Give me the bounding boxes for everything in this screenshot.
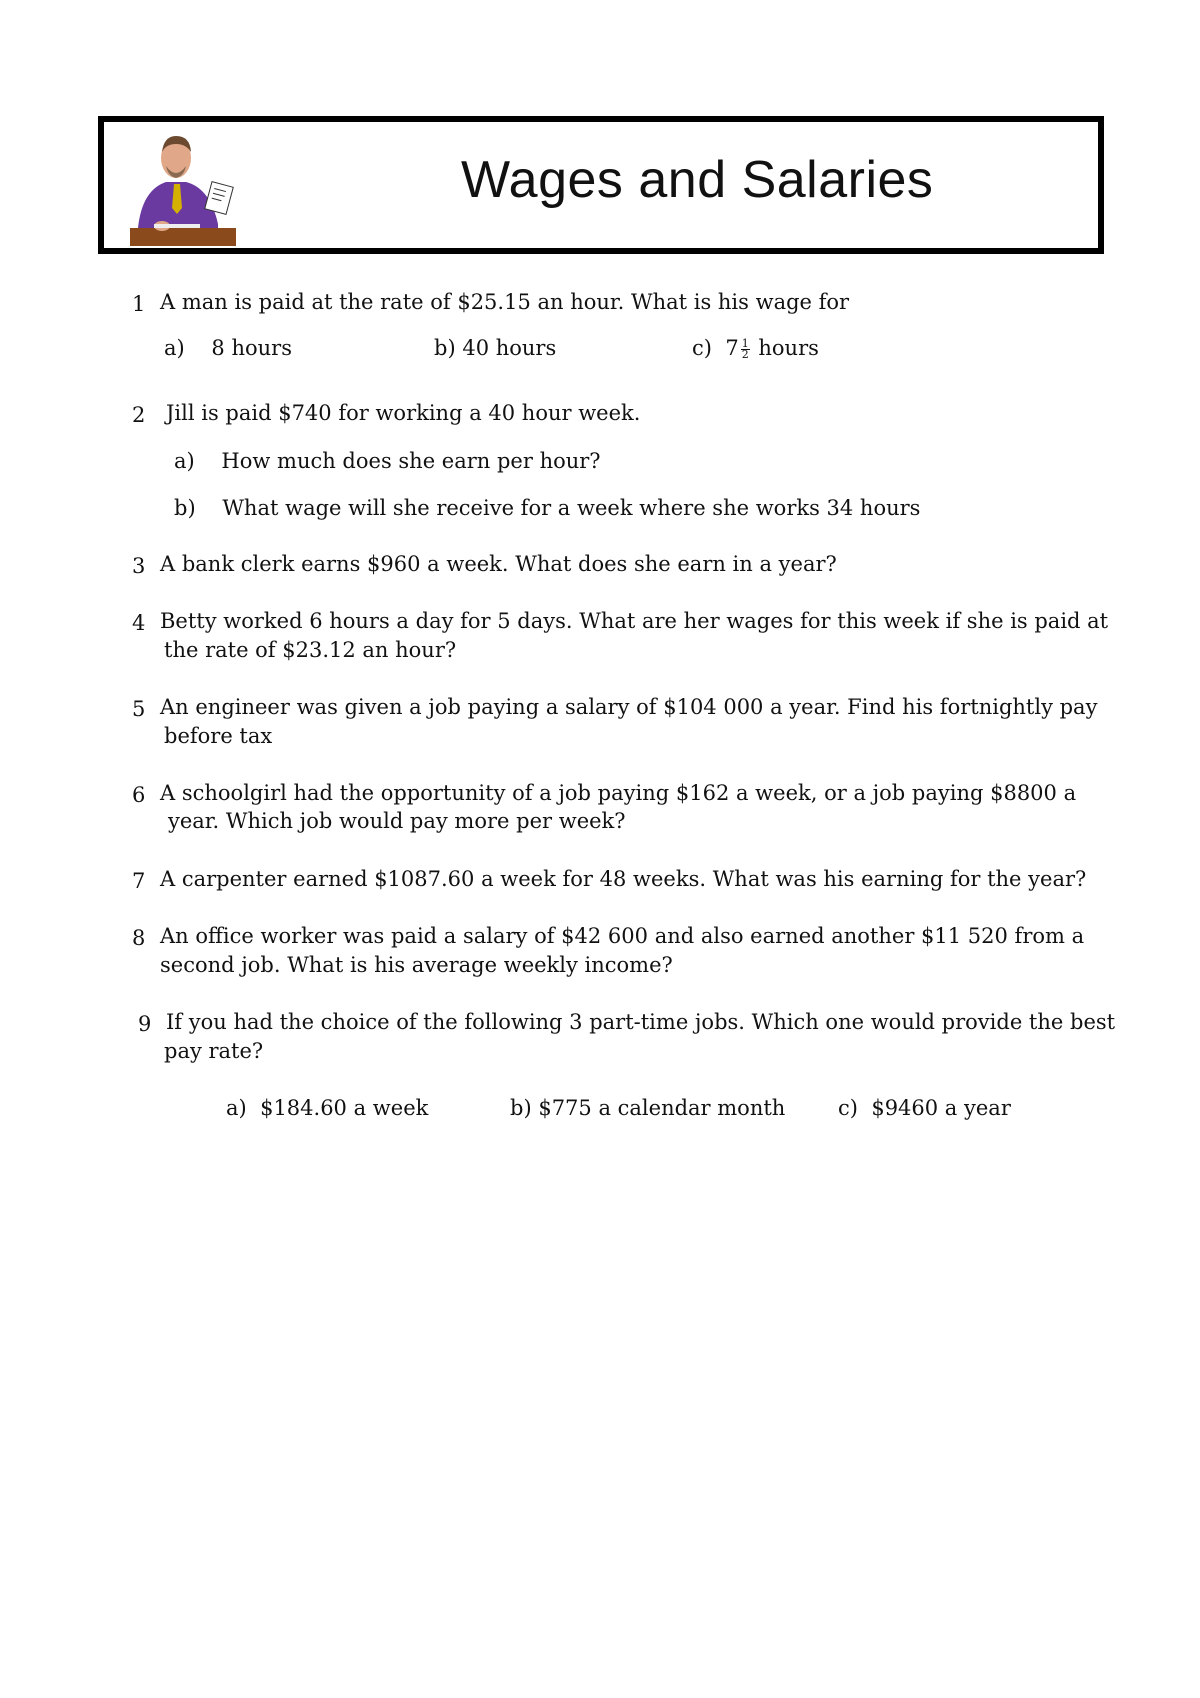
- q9-part-a: [226, 1096, 428, 1120]
- q1-part-a: [164, 336, 292, 360]
- question-number: 4: [132, 611, 146, 635]
- part-label: a): [174, 449, 195, 473]
- q9-part-c: [838, 1096, 1011, 1120]
- question-number: 1: [132, 292, 146, 316]
- office-worker-clipart-icon: [128, 128, 238, 248]
- part-label: a): [226, 1096, 247, 1120]
- part-text: hours: [758, 336, 819, 360]
- question-5-line1: An engineer was given a job paying a salary of $104 000 a year. Find his fortnightly pay: [160, 695, 1098, 719]
- part-text: $184.60 a week: [260, 1096, 429, 1120]
- fraction: [741, 339, 750, 360]
- question-6-line1: A schoolgirl had the opportunity of a job paying $162 a week, or a job paying $8800 a: [160, 781, 1077, 805]
- question-4-line1: Betty worked 6 hours a day for 5 days. What are her wages for this week if she is paid at: [160, 609, 1109, 633]
- part-text: What wage will she receive for a week where she works 34 hours: [222, 496, 921, 520]
- part-label: c): [692, 336, 712, 360]
- question-number: 9: [138, 1012, 152, 1036]
- part-text: 8 hours: [211, 336, 292, 360]
- part-text: $9460 a year: [871, 1096, 1011, 1120]
- fraction-denominator: 2: [741, 348, 749, 361]
- question-1-text: A man is paid at the rate of $25.15 an hour. What is his wage for: [160, 290, 850, 314]
- question-number: 3: [132, 554, 146, 578]
- part-text: 40 hours: [462, 336, 557, 360]
- title-box: [98, 116, 1104, 254]
- part-text: How much does she earn per hour?: [221, 449, 601, 473]
- question-3-text: A bank clerk earns $960 a week. What does she earn in a year?: [160, 552, 837, 576]
- part-label: a): [164, 336, 185, 360]
- q9-part-b: [510, 1096, 785, 1120]
- q2-part-b: [174, 496, 920, 520]
- q1-part-c: [692, 336, 819, 360]
- q1-part-b: [434, 336, 556, 360]
- part-label: b): [434, 336, 456, 360]
- part-label: c): [838, 1096, 858, 1120]
- fraction-numerator: 1: [741, 337, 749, 350]
- part-label: b): [174, 496, 196, 520]
- question-8-line2: second job. What is his average weekly income?: [160, 953, 673, 977]
- question-number: 6: [132, 783, 146, 807]
- question-number: 8: [132, 926, 146, 950]
- question-9-line2: pay rate?: [164, 1039, 264, 1063]
- question-number: 7: [132, 869, 146, 893]
- question-6-line2: year. Which job would pay more per week?: [168, 809, 626, 833]
- question-8-line1: An office worker was paid a salary of $42 600 and also earned another $11 520 from a: [160, 924, 1085, 948]
- question-7-text: A carpenter earned $1087.60 a week for 48 weeks. What was his earning for the year?: [160, 867, 1087, 891]
- question-number: 2: [132, 403, 146, 427]
- page-title: Wages and Salaries: [461, 151, 934, 209]
- q2-part-a: [174, 449, 601, 473]
- mixed-number-whole: 7: [725, 336, 739, 360]
- question-4-line2: the rate of $23.12 an hour?: [164, 638, 457, 662]
- question-number: 5: [132, 697, 146, 721]
- part-label: b): [510, 1096, 532, 1120]
- question-2-text: Jill is paid $740 for working a 40 hour week.: [166, 401, 641, 425]
- question-9-line1: If you had the choice of the following 3 part-time jobs. Which one would provide the best: [166, 1010, 1116, 1034]
- question-5-line2: before tax: [164, 724, 273, 748]
- part-text: $775 a calendar month: [538, 1096, 786, 1120]
